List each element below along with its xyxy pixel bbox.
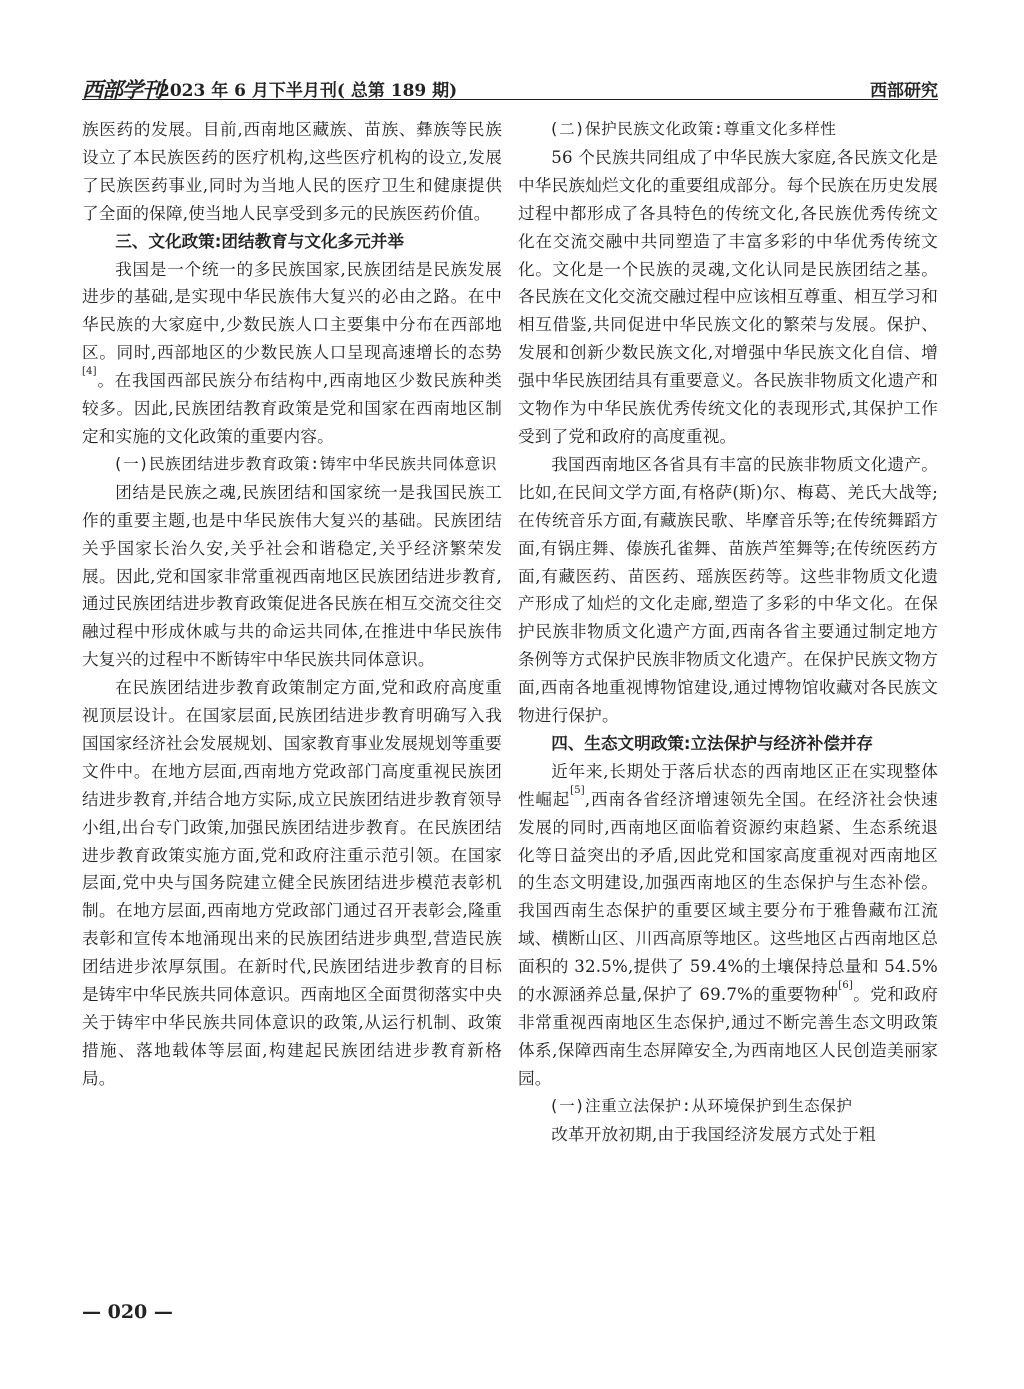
citation-ref: [4] <box>82 366 97 378</box>
paragraph-text: 。党和政府非常重视西南地区生态保护,通过不断完善生态文明政策体系,保障西南生态屏障安全,为西南地区人民创造美丽家园。 <box>518 985 939 1088</box>
paragraph <box>518 758 938 1093</box>
issue-info: 2023 年 6 月下半月刊( 总第 189 期) <box>158 81 458 101</box>
left-column <box>82 116 502 1093</box>
paragraph-text: 近年来,长期处于落后状态的西南地区正在实现整体性崛起 <box>518 761 938 809</box>
section-heading: 四、生态文明政策:立法保护与经济补偿并存 <box>551 733 874 753</box>
paragraph: 在民族团结进步教育政策制定方面,党和政府高度重视顶层设计。在国家层面,民族团结进步教育明确写入我国国家经济社会发展规划、国家教育事业发展规划等重要文件中。在地方层面,西南地方党政部门高度重视民族团结进步教育,并结合地方实际,成立民族团结进步教育领导小组,出台专门政策,加强民族团结进步教育。在民族团结进步教育政策实施方面,党和政府注重示范引领。在国家层面,党中央与国务院建立健全民族团结进步模范表彰机制。在地方层面,西南地方党政部门通过召开表彰会,隆重表彰和宣传本地涌现出来的民族团结进步典型,营造民族团结进步浓厚氛围。在新时代,民族团结进步教育的目标是铸牢中华民族共同体意识。西南地区全面贯彻落实中央关于铸牢中华民族共同体意识的政策,从运行机制、政策措施、落地载体等层面,构建起民族团结进步教育新格局。 <box>82 678 502 1088</box>
subsection-heading: (二)保护民族文化政策:尊重文化多样性 <box>549 120 837 138</box>
right-column <box>518 116 938 1149</box>
journal-logo: 西部学刊 <box>82 77 162 102</box>
page-number: — 020 — <box>82 1301 173 1323</box>
subsection-heading: (一)民族团结进步教育政策:铸牢中华民族共同体意识 <box>113 454 497 473</box>
paragraph-text: 我国是一个统一的多民族国家,民族团结是民族发展进步的基础,是实现中华民族伟大复兴的必由之路。在中华民族的大家庭中,少数民族人口主要集中分布在西部地区。同时,西部地区的少数民族人口呈现高速增长的态势 <box>82 259 502 363</box>
section-heading: 三、文化政策:团结教育与文化多元并举 <box>115 231 404 251</box>
citation-ref: [6] <box>838 980 854 992</box>
citation-ref: [5] <box>570 784 585 796</box>
subsection-heading: (一)注重立法保护:从环境保护到生态保护 <box>549 1096 853 1115</box>
header-rule <box>82 99 938 100</box>
paragraph: 我国西南地区各省具有丰富的民族非物质文化遗产。比如,在民间文学方面,有格萨(斯)尔、梅葛、羌氏大战等;在传统音乐方面,有藏族民歌、毕摩音乐等;在传统舞蹈方面,有锅庄舞、傣族孔雀舞、苗族芦笙舞等;在传统医药方面,有藏医药、苗医药、瑶族医药等。这些非物质文化遗产形成了灿烂的文化走廊,塑造了多彩的中华文化。在保护民族非物质文化遗产方面,西南各省主要通过制定地方条例等方式保护民族非物质文化遗产。在保护民族文物方面,西南各地重视博物馆建设,通过博物馆收藏对各民族文物进行保护。 <box>518 454 938 726</box>
paragraph-text: ,西南各省经济增速领先全国。在经济社会快速发展的同时,西南地区面临着资源约束趋紧、生态系统退化等日益突出的矛盾,因此党和国家高度重视对西南地区的生态文明建设,加强西南地区的生态保护与生态补偿。我国西南生态保护的重要区域主要分布于雅鲁藏布江流域、横断山区、川西高原等地区。这些地区占西南地区总面积的 32.5%,提供了 59.4%的土壤保持总量和 54.5%的水源涵养总量,保护了 69.7%的重要物种 <box>518 789 938 1005</box>
paragraph: 56 个民族共同组成了中华民族大家庭,各民族文化是中华民族灿烂文化的重要组成部分。每个民族在历史发展过程中都形成了各具特色的传统文化,各民族优秀传统文化在交流交融中共同塑造了丰富多彩的中华优秀传统文化。文化是一个民族的灵魂,文化认同是民族团结之基。各民族在文化交流交融过程中应该相互尊重、相互学习和相互借鉴,共同促进中华民族文化的繁荣与发展。保护、发展和创新少数民族文化,对增强中华民族文化自信、增强中华民族团结具有重要意义。各民族非物质文化遗产和文物作为中华民族优秀传统文化的表现形式,其保护工作受到了党和政府的高度重视。 <box>518 147 938 446</box>
paragraph <box>82 256 502 451</box>
paragraph: 改革开放初期,由于我国经济发展方式处于粗 <box>551 1124 876 1144</box>
running-header <box>82 70 938 102</box>
section-name: 西部研究 <box>870 81 938 101</box>
paragraph-text: 。在我国西部民族分布结构中,西南地区少数民族种类较多。因此,民族团结教育政策是党和国家在西南地区制定和实施的文化政策的重要内容。 <box>82 371 502 446</box>
paragraph: 族医药的发展。目前,西南地区藏族、苗族、彝族等民族设立了本民族医药的医疗机构,这些医疗机构的设立,发展了民族医药事业,同时为当地人民的医疗卫生和健康提供了全面的保障,使当地人民享受到多元的民族医药价值。 <box>82 120 502 223</box>
paragraph: 团结是民族之魂,民族团结和国家统一是我国民族工作的重要主题,也是中华民族伟大复兴的基础。民族团结关乎国家长治久安,关乎社会和谐稳定,关乎经济繁荣发展。因此,党和国家非常重视西南地区民族团结进步教育,通过民族团结进步教育政策促进各民族在相互交流交往交融过程中形成休戚与共的命运共同体,在推进中华民族伟大复兴的过程中不断铸牢中华民族共同体意识。 <box>82 482 502 670</box>
